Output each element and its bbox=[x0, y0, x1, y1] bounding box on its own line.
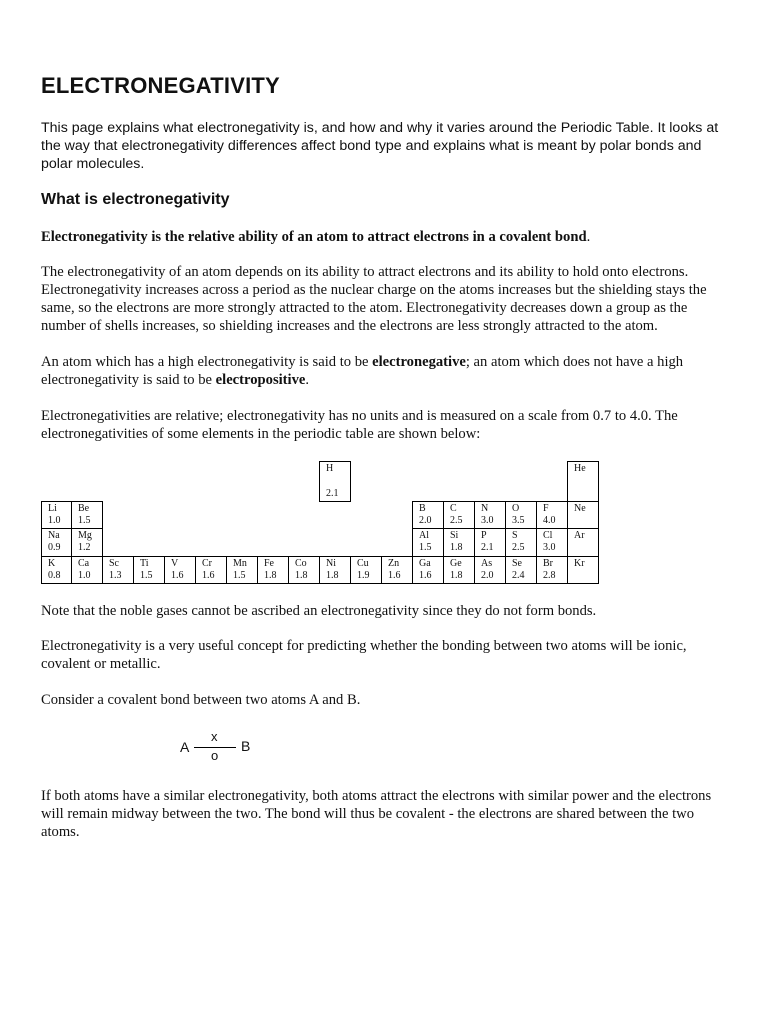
element-symbol: As bbox=[481, 558, 493, 569]
element-cell-na bbox=[41, 528, 72, 557]
element-electronegativity: 1.5 bbox=[419, 542, 432, 553]
element-symbol: H bbox=[326, 463, 334, 474]
term-electronegative: electronegative bbox=[372, 354, 466, 370]
element-symbol: He bbox=[574, 463, 586, 474]
element-electronegativity: 1.2 bbox=[78, 542, 91, 553]
element-symbol: C bbox=[450, 503, 457, 514]
element-symbol: Al bbox=[419, 530, 429, 541]
element-symbol: F bbox=[543, 503, 549, 514]
element-electronegativity: 0.8 bbox=[48, 570, 61, 581]
element-symbol: N bbox=[481, 503, 489, 514]
element-symbol: Ar bbox=[574, 530, 585, 541]
page-title: ELECTRONEGATIVITY bbox=[41, 73, 280, 98]
element-electronegativity: 1.6 bbox=[171, 570, 184, 581]
element-electronegativity: 3.5 bbox=[512, 515, 525, 526]
paragraph-electronegative bbox=[41, 353, 721, 389]
paragraph-electronegativity-trends: The electronegativity of an atom depends on its ability to attract electrons and its ability to hold onto electrons. Electronegativity increases across a period as the nuclear charge on the atoms increases but the shielding stays the same, so the electrons are more strongly attracted to the atom. Electronegativity decreases down a group as the number of shells increases, so shielding increases and the electrons are less strongly attracted to the atom. bbox=[41, 264, 707, 334]
element-cell-h bbox=[319, 461, 351, 502]
element-electronegativity: 1.5 bbox=[233, 570, 246, 581]
element-electronegativity: 1.5 bbox=[140, 570, 153, 581]
element-cell-li bbox=[41, 501, 72, 529]
element-cell-s bbox=[505, 528, 537, 557]
para2-text-a: An atom which has a high electronegativity is said to be bbox=[41, 354, 373, 370]
element-cell-f bbox=[536, 501, 568, 529]
definition-paragraph bbox=[41, 228, 721, 246]
element-symbol: Be bbox=[78, 503, 90, 514]
element-electronegativity: 1.0 bbox=[48, 515, 61, 526]
paragraph-noble-gases: Note that the noble gases cannot be ascribed an electronegativity since they do not form bonds. bbox=[41, 603, 597, 619]
element-symbol: Zn bbox=[388, 558, 400, 569]
element-cell-ge bbox=[443, 556, 475, 584]
element-symbol: K bbox=[48, 558, 56, 569]
element-cell-cl bbox=[536, 528, 568, 557]
element-electronegativity: 1.8 bbox=[295, 570, 308, 581]
element-cell-ne bbox=[567, 501, 599, 529]
element-symbol: Br bbox=[543, 558, 553, 569]
element-cell-b bbox=[412, 501, 444, 529]
electron-o-label: o bbox=[211, 748, 219, 763]
element-cell-zn bbox=[381, 556, 413, 584]
element-cell-fe bbox=[257, 556, 289, 584]
element-electronegativity: 1.5 bbox=[78, 515, 91, 526]
element-electronegativity: 1.9 bbox=[357, 570, 370, 581]
element-symbol: Na bbox=[48, 530, 60, 541]
definition-text: Electronegativity is the relative ability of an atom to attract electrons in a covalent bond bbox=[41, 229, 587, 245]
paragraph-covalent-bond: Consider a covalent bond between two atoms A and B. bbox=[41, 692, 361, 708]
definition-period: . bbox=[586, 229, 591, 245]
element-electronegativity: 1.6 bbox=[202, 570, 215, 581]
element-electronegativity: 1.3 bbox=[109, 570, 122, 581]
section-heading: What is electronegativity bbox=[41, 191, 230, 208]
element-cell-ni bbox=[319, 556, 351, 584]
electron-x-label: x bbox=[211, 729, 218, 744]
element-electronegativity: 1.6 bbox=[388, 570, 401, 581]
element-cell-n bbox=[474, 501, 506, 529]
element-cell-co bbox=[288, 556, 320, 584]
element-electronegativity: 1.0 bbox=[78, 570, 91, 581]
element-symbol: Co bbox=[295, 558, 307, 569]
element-symbol: Cu bbox=[357, 558, 369, 569]
element-cell-sc bbox=[102, 556, 134, 584]
element-cell-he bbox=[567, 461, 599, 502]
element-cell-ga bbox=[412, 556, 444, 584]
element-electronegativity: 0.9 bbox=[48, 542, 61, 553]
element-electronegativity: 2.5 bbox=[512, 542, 525, 553]
element-symbol: Fe bbox=[264, 558, 274, 569]
element-cell-o bbox=[505, 501, 537, 529]
element-cell-as bbox=[474, 556, 506, 584]
element-cell-br bbox=[536, 556, 568, 584]
bond-diagram bbox=[180, 730, 260, 764]
element-electronegativity: 1.8 bbox=[450, 570, 463, 581]
element-electronegativity: 1.8 bbox=[264, 570, 277, 581]
element-cell-kr bbox=[567, 556, 599, 584]
element-electronegativity: 2.0 bbox=[481, 570, 494, 581]
paragraph-scale: Electronegativities are relative; electronegativity has no units and is measured on a scale from 0.7 to 4.0. The electronegativities of some elements in the periodic table are shown below: bbox=[41, 408, 678, 442]
element-cell-se bbox=[505, 556, 537, 584]
element-cell-ti bbox=[133, 556, 165, 584]
term-electropositive: electropositive bbox=[215, 372, 306, 388]
element-cell-si bbox=[443, 528, 475, 557]
paragraph-similar-electronegativity: If both atoms have a similar electronegativity, both atoms attract the electrons with similar power and the electrons will remain midway between the two. The bond will thus be covalent - the electrons are shared between the two atoms. bbox=[41, 788, 712, 840]
element-symbol: Cr bbox=[202, 558, 212, 569]
atom-a-label: A bbox=[180, 739, 190, 755]
element-symbol: Cl bbox=[543, 530, 553, 541]
element-symbol: Si bbox=[450, 530, 459, 541]
element-symbol: Ne bbox=[574, 503, 586, 514]
element-symbol: Ge bbox=[450, 558, 462, 569]
element-electronegativity: 1.6 bbox=[419, 570, 432, 581]
element-cell-c bbox=[443, 501, 475, 529]
atom-b-label: B bbox=[241, 738, 251, 754]
element-electronegativity: 2.4 bbox=[512, 570, 525, 581]
element-cell-ca bbox=[71, 556, 103, 584]
intro-paragraph: This page explains what electronegativity is, and how and why it varies around the Periodic Table. It looks at the way that electronegativity differences affect bond type and explains what is meant by polar bonds and polar molecules. bbox=[41, 120, 719, 172]
element-symbol: Ni bbox=[326, 558, 336, 569]
element-symbol: Ti bbox=[140, 558, 149, 569]
element-electronegativity: 4.0 bbox=[543, 515, 556, 526]
element-symbol: B bbox=[419, 503, 426, 514]
para2-text-c: ; an atom which does not have a high electronegativity is said to be bbox=[41, 354, 684, 388]
element-symbol: O bbox=[512, 503, 520, 514]
element-cell-al bbox=[412, 528, 444, 557]
element-symbol: P bbox=[481, 530, 487, 541]
element-cell-ar bbox=[567, 528, 599, 557]
element-electronegativity: 2.5 bbox=[450, 515, 463, 526]
element-symbol: Ga bbox=[419, 558, 431, 569]
element-electronegativity: 3.0 bbox=[543, 542, 556, 553]
element-cell-mn bbox=[226, 556, 258, 584]
element-symbol: Li bbox=[48, 503, 57, 514]
element-cell-cr bbox=[195, 556, 227, 584]
element-electronegativity: 2.8 bbox=[543, 570, 556, 581]
element-electronegativity: 2.1 bbox=[326, 488, 339, 499]
element-electronegativity: 2.0 bbox=[419, 515, 432, 526]
element-symbol: Mg bbox=[78, 530, 92, 541]
element-symbol: Mn bbox=[233, 558, 247, 569]
element-electronegativity: 1.8 bbox=[450, 542, 463, 553]
para2-text-e: . bbox=[305, 372, 310, 388]
element-cell-cu bbox=[350, 556, 382, 584]
element-symbol: Se bbox=[512, 558, 522, 569]
element-symbol: V bbox=[171, 558, 179, 569]
element-cell-p bbox=[474, 528, 506, 557]
element-electronegativity: 1.8 bbox=[326, 570, 339, 581]
element-electronegativity: 2.1 bbox=[481, 542, 494, 553]
element-cell-be bbox=[71, 501, 103, 529]
element-electronegativity: 3.0 bbox=[481, 515, 494, 526]
element-cell-v bbox=[164, 556, 196, 584]
element-symbol: S bbox=[512, 530, 518, 541]
element-cell-mg bbox=[71, 528, 103, 557]
periodic-table bbox=[41, 461, 599, 585]
element-symbol: Sc bbox=[109, 558, 119, 569]
element-symbol: Ca bbox=[78, 558, 90, 569]
element-symbol: Kr bbox=[574, 558, 585, 569]
paragraph-bonding-prediction: Electronegativity is a very useful concept for predicting whether the bonding between two atoms will be ionic, covalent or metallic. bbox=[41, 638, 687, 672]
element-cell-k bbox=[41, 556, 72, 584]
